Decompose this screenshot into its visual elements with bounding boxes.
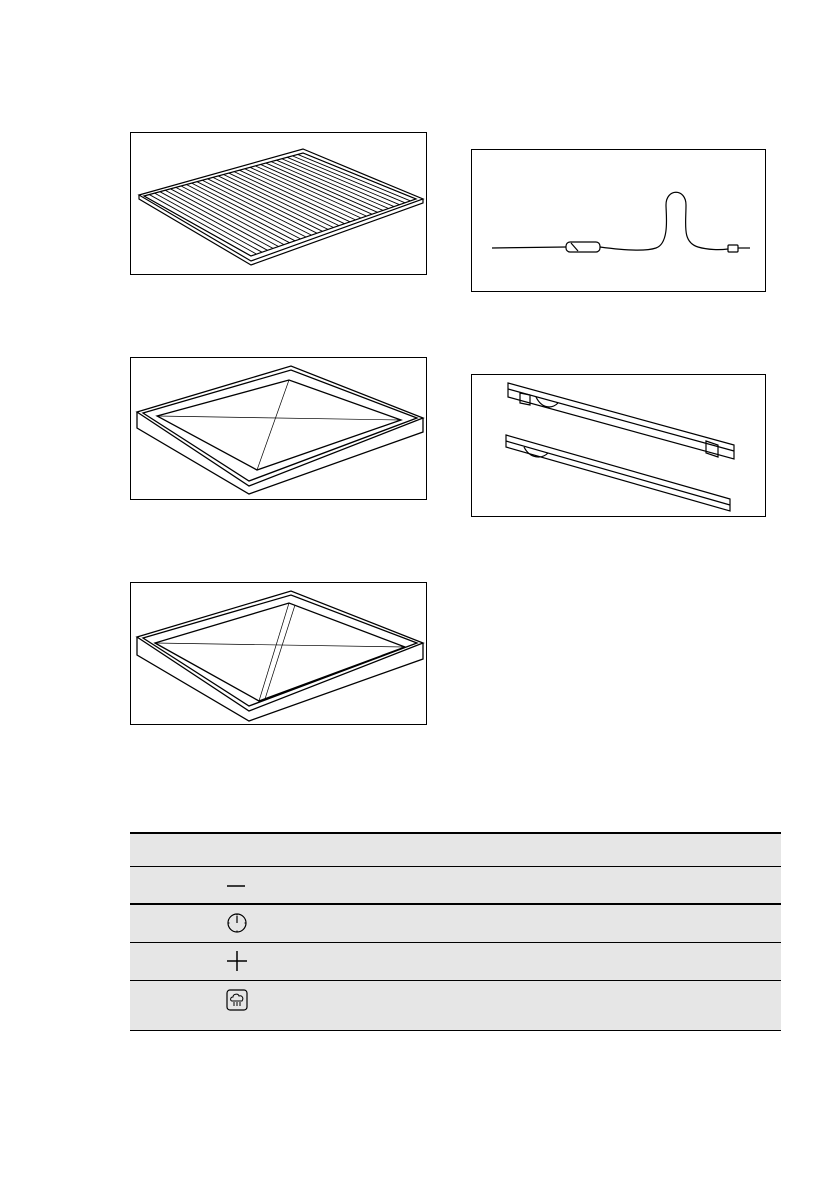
shelf-rod — [255, 166, 366, 216]
telescopic-runners-figure — [471, 374, 766, 517]
shelf-rod — [239, 170, 350, 222]
table-row — [130, 942, 781, 980]
table-header-cell — [130, 833, 781, 866]
wire-shelf-figure — [130, 132, 427, 275]
wire-shelf-illustration — [131, 133, 427, 275]
table-row — [130, 866, 781, 904]
shelf-rod — [266, 163, 378, 212]
grill-pan-figure — [130, 582, 427, 725]
shelf-rod — [208, 179, 317, 233]
core-probe-illustration — [472, 150, 766, 292]
plus-icon — [226, 950, 248, 972]
shelf-rod — [234, 172, 344, 224]
shelf-rod — [224, 175, 334, 228]
core-probe-figure — [471, 149, 766, 292]
shelf-rod — [250, 167, 361, 218]
clock-icon — [226, 912, 248, 934]
table-row — [130, 904, 781, 942]
shelf-rod — [245, 169, 356, 220]
shelf-rod — [213, 177, 323, 231]
shelf-rod — [202, 180, 311, 235]
shelf-rod — [271, 162, 383, 211]
shelf-rod — [229, 173, 339, 226]
steam-icon — [226, 989, 248, 1011]
minus-icon — [226, 876, 246, 896]
shelf-rod — [218, 176, 328, 229]
baking-tray-illustration — [131, 358, 427, 500]
grill-pan-illustration — [131, 583, 427, 725]
control-panel-table — [130, 832, 781, 1031]
table-header-row — [130, 833, 781, 866]
shelf-rod — [261, 164, 372, 214]
shelf-rod — [277, 160, 389, 208]
telescopic-runners-illustration — [472, 375, 766, 517]
table-row — [130, 980, 781, 1030]
baking-tray-figure — [130, 357, 427, 500]
